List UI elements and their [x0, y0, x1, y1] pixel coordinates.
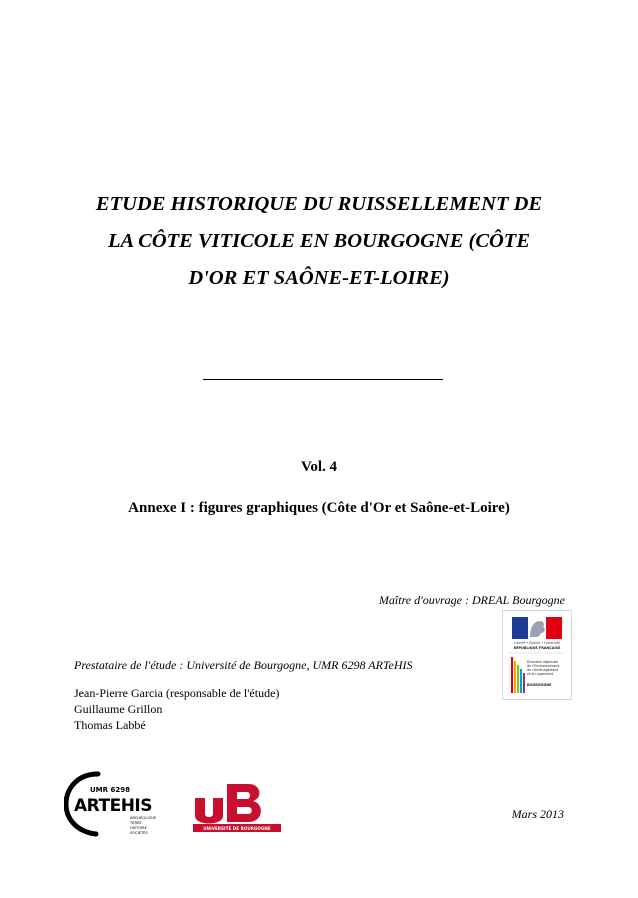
volume-label: Vol. 4	[300, 459, 338, 475]
gov-motto: Liberté • Égalité • Fraternité	[514, 641, 560, 645]
prestataire: Prestataire de l'étude : Université de Bourgogne, UMR 6298 ARTeHIS	[74, 658, 413, 672]
artehis-logo	[64, 770, 172, 838]
author-1: Jean-Pierre Garcia (responsable de l'étude)	[74, 686, 280, 700]
author-2: Guillaume Grillon	[74, 702, 163, 716]
artehis-logo-icon	[64, 770, 172, 838]
artehis-umr: UMR 6298	[90, 786, 130, 794]
dreal-logo	[502, 610, 572, 700]
dreal-text: Direction régionale de l'Environnement, de l'Aménagement et du Logement	[527, 660, 561, 676]
annexe-title: Annexe I : figures graphiques (Côte d'Or et Saône-et-Loire)	[128, 500, 510, 516]
artehis-name: ARTEHIS	[74, 796, 152, 816]
artehis-subtitle: ARCHÉOLOGIE	[130, 816, 156, 820]
author-3: Thomas Labbé	[74, 718, 146, 732]
document-title	[60, 186, 578, 297]
maitre-ouvrage: Maître d'ouvrage : DREAL Bourgogne	[378, 593, 565, 607]
ub-logo-icon	[189, 780, 285, 834]
title-line: D'OR ET SAÔNE-ET-LOIRE)	[188, 267, 450, 289]
artehis-subtitle: SOCIÉTÉS	[130, 831, 148, 835]
marianne-logo-icon	[503, 611, 571, 699]
title-line: ETUDE HISTORIQUE DU RUISSELLEMENT DE	[95, 193, 543, 215]
document-date: Mars 2013	[511, 807, 564, 821]
artehis-subtitle: TERRE	[130, 821, 142, 825]
gov-republic: RÉPUBLIQUE FRANÇAISE	[513, 646, 561, 650]
title-divider	[203, 379, 443, 380]
artehis-subtitle: HISTOIRE	[130, 826, 147, 830]
title-line: LA CÔTE VITICOLE EN BOURGOGNE (CÔTE	[107, 230, 530, 252]
ub-name: UNIVERSITÉ DE BOURGOGNE	[203, 826, 271, 831]
dreal-region: BOURGOGNE	[527, 683, 552, 687]
ub-logo	[189, 780, 285, 834]
